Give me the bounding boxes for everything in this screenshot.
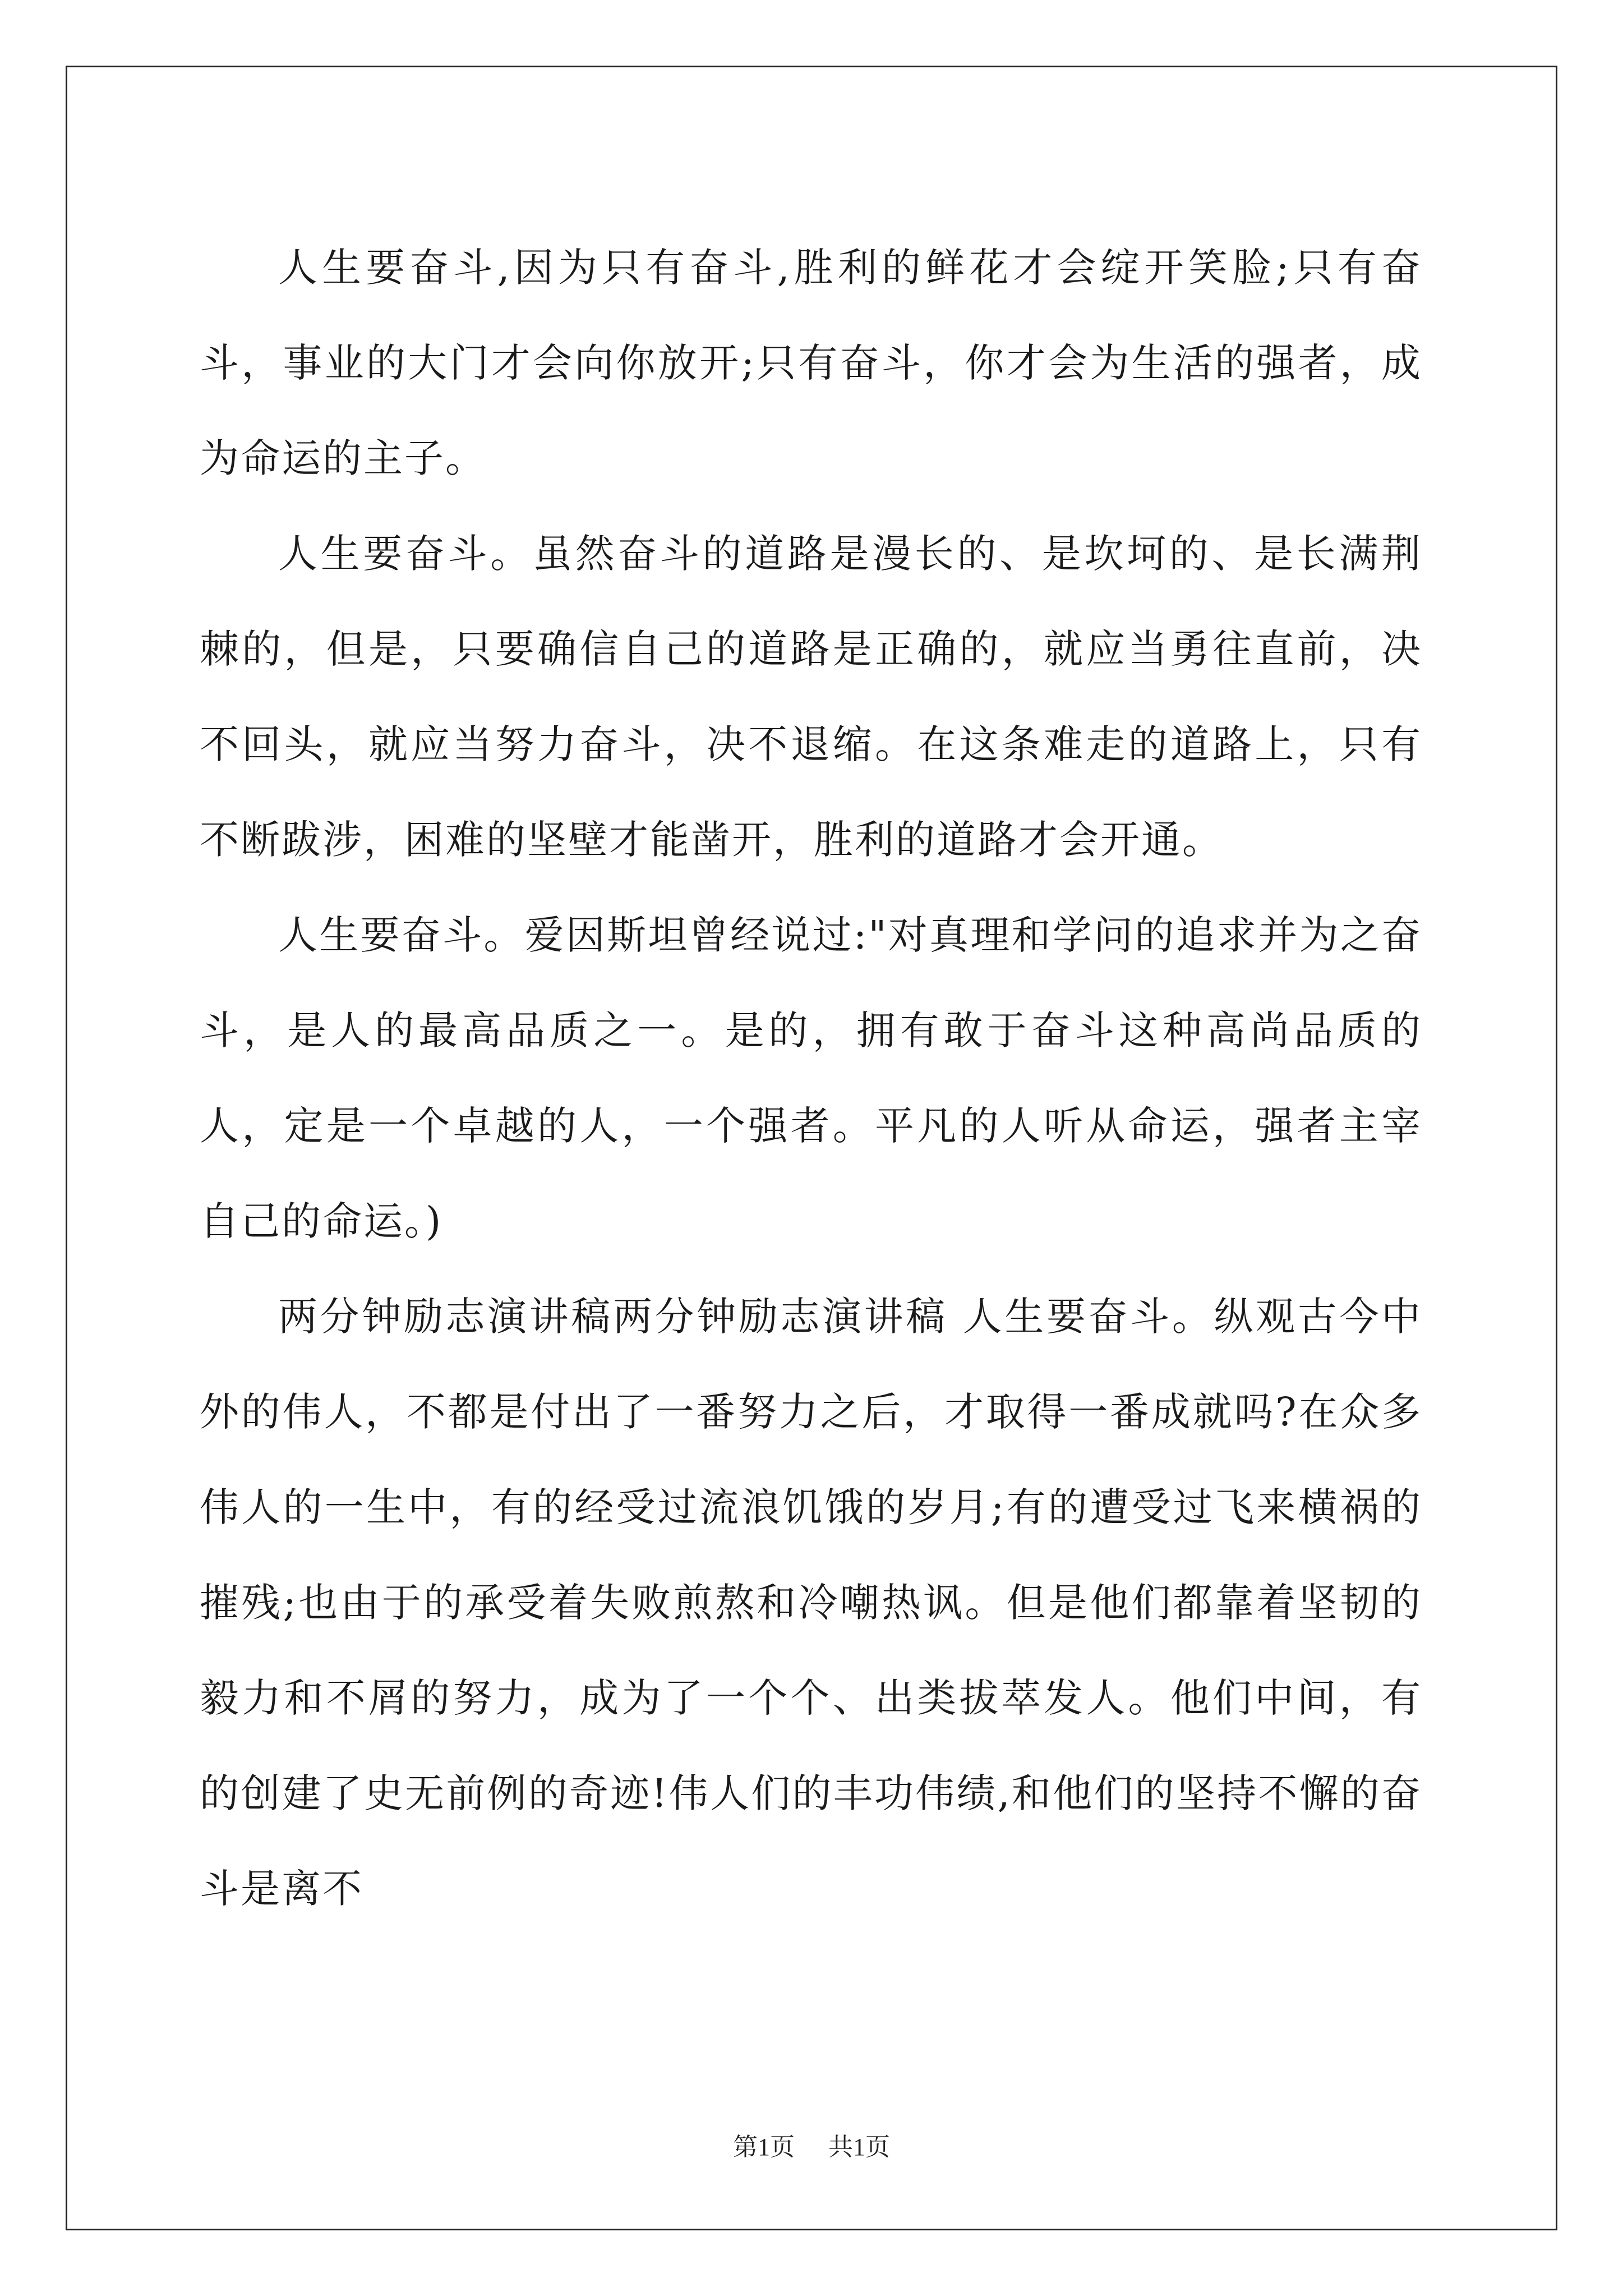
page-total: 共1页	[828, 2133, 890, 2161]
page-footer	[0, 2131, 1623, 2164]
paragraph-1: 人生要奋斗,因为只有奋斗,胜利的鲜花才会绽开笑脸;只有奋斗，事业的大门才会向你放开;只有奋斗，你才会为生活的强者，成为命运的主子。	[200, 245, 1422, 481]
paragraph-3: 人生要奋斗。爱因斯坦曾经说过:"对真理和学问的追求并为之奋斗，是人的最高品质之一。是的，拥有敢于奋斗这种高尚品质的人，定是一个卓越的人，一个强者。平凡的人听从命运，强者主宰自己的命运。)	[200, 912, 1422, 1244]
paragraph-2: 人生要奋斗。虽然奋斗的道路是漫长的、是坎坷的、是长满荆棘的，但是，只要确信自己的道路是正确的，就应当勇往直前，决不回头，就应当努力奋斗，决不退缩。在这条难走的道路上，只有不断跋涉，困难的坚壁才能凿开，胜利的道路才会开通。	[200, 531, 1422, 863]
paragraph-4: 两分钟励志演讲稿两分钟励志演讲稿 人生要奋斗。纵观古今中外的伟人，不都是付出了一番努力之后，才取得一番成就吗?在众多伟人的一生中，有的经受过流浪饥饿的岁月;有的遭受过飞来横祸的摧残;也由于的承受着失败煎熬和冷嘲热讽。但是他们都靠着坚韧的毅力和不屑的努力，成为了一个个、出类拔萃发人。他们中间，有的创建了史无前例的奇迹!伟人们的丰功伟绩,和他们的坚持不懈的奋斗是离不	[200, 1294, 1422, 1912]
page-number: 第1页	[733, 2133, 795, 2161]
document-body	[200, 220, 1422, 1936]
